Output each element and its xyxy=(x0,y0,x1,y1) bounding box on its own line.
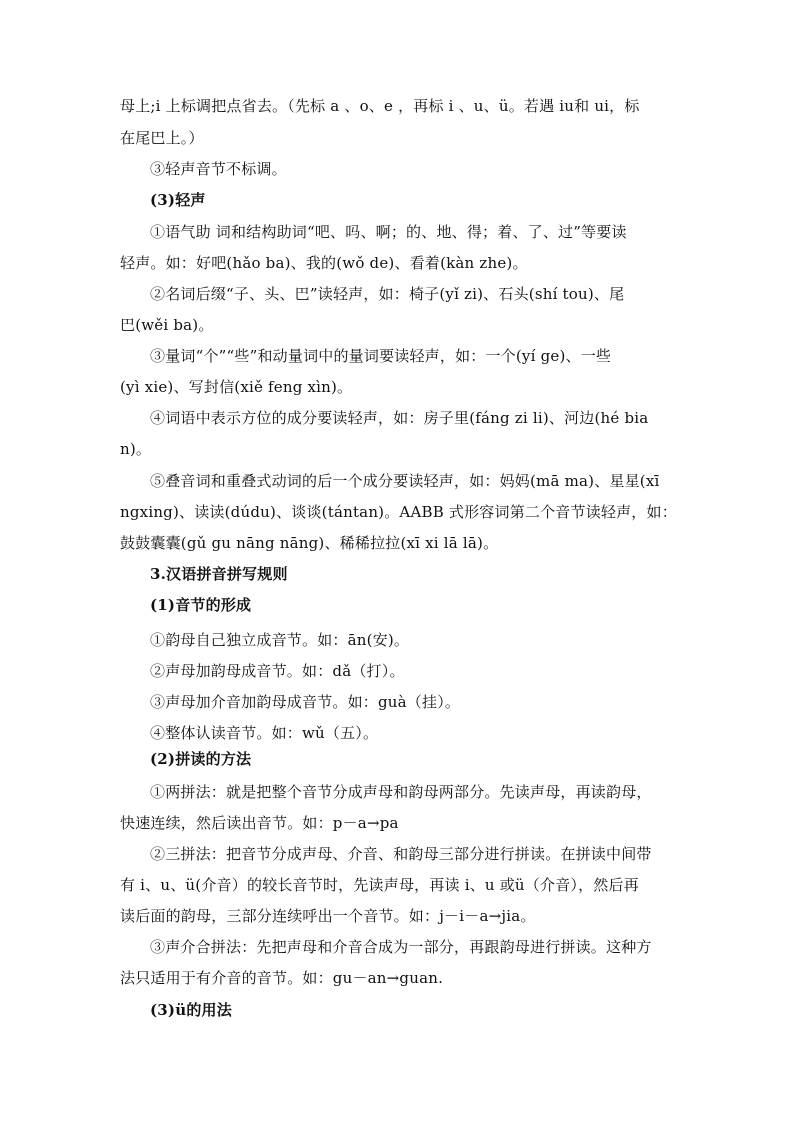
text-line: 快速连续，然后读出音节。如：p－a→pa xyxy=(120,814,399,832)
section-heading: (3)ü的用法 xyxy=(150,1001,232,1019)
text-line: 读后面的韵母，三部分连续呼出一个音节。如：j－i－a→jia。 xyxy=(120,907,536,925)
text-line: ④词语中表示方位的成分要读轻声，如：房子里(fáng zi li)、河边(hé bia xyxy=(150,409,649,427)
text-line: 母上;i 上标调把点省去。（先标 a 、o、e ，再标 i 、u、ü。若遇 iu和 ui，标 xyxy=(120,97,640,115)
text-line: ④整体认读音节。如：wǔ（五）。 xyxy=(150,724,379,742)
text-line: ③声母加介音加韵母成音节。如：guà（挂）。 xyxy=(150,693,461,711)
section-heading: (2)拼读的方法 xyxy=(150,750,252,768)
text-line: ①两拼法：就是把整个音节分成声母和韵母两部分。先读声母，再读韵母， xyxy=(150,783,652,801)
text-line: 有 i、u、ü(介音）的较长音节时，先读声母，再读 i、u 或ü（介音），然后再 xyxy=(120,876,639,894)
text-line: ②三拼法：把音节分成声母、介音、和韵母三部分进行拼读。在拼读中间带 xyxy=(150,845,652,863)
text-line: n)。 xyxy=(120,440,152,458)
text-line: 巴(wěi ba)。 xyxy=(120,316,214,334)
text-line: ③轻声音节不标调。 xyxy=(150,160,287,178)
text-line: 在尾巴上。） xyxy=(120,129,204,147)
text-line: ③声介合拼法：先把声母和介音合成为一部分，再跟韵母进行拼读。这种方 xyxy=(150,938,652,956)
text-line: ①语气助 词和结构助词“吧、吗、啊；的、地、得；着、了、过”等要读 xyxy=(150,223,627,241)
text-line: ②声母加韵母成音节。如：dǎ（打）。 xyxy=(150,662,405,680)
section-heading: (3)轻声 xyxy=(150,191,206,209)
text-line: 法只适用于有介音的音节。如：gu－an→guan. xyxy=(120,969,444,987)
text-line: ①韵母自己独立成音节。如：ān(安)。 xyxy=(150,631,410,649)
text-line: ③量词“个”“些”和动量词中的量词要读轻声，如：一个(yí ge)、一些 xyxy=(150,347,612,365)
text-line: 鼓鼓囊囊(gǔ gu nāng nāng)、稀稀拉拉(xī xi lā lā)。 xyxy=(120,534,499,552)
text-line: (yì xie)、写封信(xiě feng xìn)。 xyxy=(120,378,353,396)
section-heading: 3.汉语拼音拼写规则 xyxy=(150,565,288,583)
text-line: ②名词后缀“子、头、巴”读轻声，如：椅子(yǐ zi)、石头(shí tou)、尾 xyxy=(150,285,625,303)
section-heading: (1)音节的形成 xyxy=(150,596,252,614)
text-line: ngxing)、读读(dúdu)、谈谈(tántan)。AABB 式形容词第二个音节读轻声，如： xyxy=(120,503,677,521)
text-line: 轻声。如：好吧(hǎo ba)、我的(wǒ de)、看着(kàn zhe)。 xyxy=(120,254,528,272)
text-line: ⑤叠音词和重叠式动词的后一个成分要读轻声，如：妈妈(mā ma)、星星(xī xyxy=(150,472,660,490)
